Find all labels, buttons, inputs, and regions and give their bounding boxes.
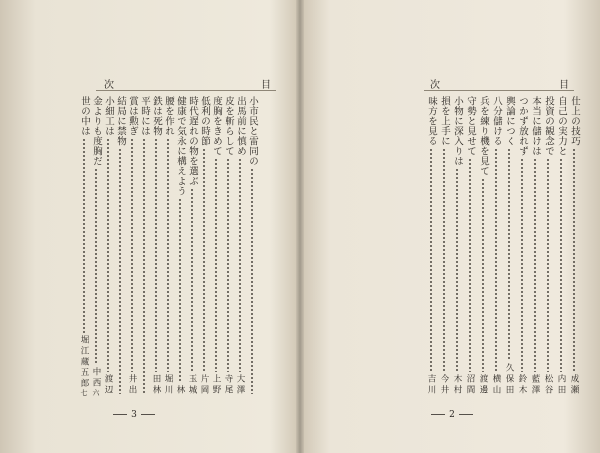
leader-dots [430, 148, 432, 372]
leader-dots [456, 168, 458, 372]
toc-page: 六 [92, 389, 100, 396]
toc-author: 鈴木 [517, 374, 527, 396]
toc-author: 中西 [91, 367, 101, 389]
toc-author: 木村 [452, 374, 462, 396]
toc-entry [198, 96, 210, 396]
leader-dots [547, 158, 549, 372]
toc-title: 仕上の技巧 [569, 96, 580, 146]
header-char: 目 [261, 80, 273, 91]
toc-entry [114, 96, 126, 396]
toc-title: 健康で気永に構えよう [175, 96, 186, 196]
toc-author: 成瀬 [569, 374, 579, 396]
book-gutter [296, 0, 304, 453]
left-page-header [96, 76, 276, 91]
toc-entry [516, 96, 528, 396]
leader-dots [482, 178, 484, 372]
toc-title: 出馬前に慎め [235, 96, 246, 156]
leader-dots [167, 138, 169, 372]
leader-dots [119, 148, 121, 394]
toc-title: 平時には [139, 96, 150, 136]
toc-title: 味方を見る [426, 96, 437, 146]
toc-entry [138, 96, 150, 396]
toc-entry [126, 96, 138, 396]
toc-author: 松谷 [543, 374, 553, 396]
toc-entry [490, 96, 502, 396]
toc-author: 林 [175, 385, 185, 396]
toc-entry [451, 96, 463, 396]
leader-dots [521, 158, 523, 372]
toc-author: 片岡 [199, 374, 209, 396]
toc-title: 小物に深入りは [452, 96, 463, 166]
toc-entry [90, 96, 102, 396]
toc-title: 結局に禁物 [115, 96, 126, 146]
toc-title: 皮を斬らして [223, 96, 234, 156]
leader-dots [83, 138, 85, 333]
leader-dots [560, 158, 562, 372]
header-char: 次 [104, 80, 116, 91]
toc-title: つかず放れず [517, 96, 528, 156]
toc-entry [234, 96, 246, 396]
toc-page: 七 [80, 389, 88, 396]
toc-title: 八分儲ける [491, 96, 502, 146]
toc-entry [438, 96, 450, 396]
toc-author: 久保田 [504, 363, 514, 396]
toc-title: 本当に儲けは [530, 96, 541, 156]
leader-dots [469, 158, 471, 372]
leader-dots [239, 158, 241, 372]
toc-entry [503, 96, 515, 396]
toc-author: 渡邊 [478, 374, 488, 396]
header-char: 次 [430, 80, 442, 91]
toc-title: 低利の時節 [199, 96, 210, 146]
leader-dots [179, 198, 181, 383]
toc-title: 輿論につく [504, 96, 515, 146]
toc-author: 沼間 [465, 374, 475, 396]
toc-author: 渡辺 [103, 374, 113, 396]
toc-author: 内田 [556, 374, 566, 396]
toc-title: 金よりも度胸だ [91, 96, 102, 166]
leader-dots [443, 148, 445, 372]
toc-author: 吉川 [426, 374, 436, 396]
toc-title: 投資の観念で [543, 96, 554, 156]
leader-dots [107, 138, 109, 372]
toc-entry [150, 96, 162, 396]
toc-entry [477, 96, 489, 396]
toc-title: 度胸をきめて [211, 96, 222, 156]
toc-title: 自己の実力と [556, 96, 567, 156]
left-toc-columns [78, 96, 258, 396]
leader-dots [573, 148, 575, 372]
page-number: 2 [422, 410, 482, 420]
page-number: 3 [104, 410, 164, 420]
header-char: 目 [559, 80, 571, 91]
toc-entry [222, 96, 234, 396]
toc-title: 鉄は死物 [151, 96, 162, 136]
toc-title: 損を上手に [439, 96, 450, 146]
toc-author: 今井 [439, 374, 449, 396]
leader-dots [251, 168, 253, 394]
leader-dots [508, 148, 510, 361]
right-page [304, 0, 600, 453]
leader-dots [155, 138, 157, 372]
toc-title: 兵を練り機を見て [478, 96, 489, 176]
toc-author: 大澤 [235, 374, 245, 396]
right-toc-columns [425, 96, 580, 396]
leader-dots [534, 158, 536, 372]
left-page [0, 0, 296, 453]
toc-author: 寺尾 [223, 374, 233, 396]
toc-entry [529, 96, 541, 396]
toc-entry [78, 96, 90, 396]
toc-title: 世の中は [79, 96, 90, 136]
toc-entry [162, 96, 174, 396]
toc-author: 玉城 [187, 374, 197, 396]
leader-dots [143, 138, 145, 394]
toc-title: 小市民と雷同の [247, 96, 258, 166]
toc-title: 守勢と見せて [465, 96, 476, 156]
toc-entry [246, 96, 258, 396]
toc-author: 井出 [127, 374, 137, 396]
leader-dots [227, 158, 229, 372]
toc-entry [542, 96, 554, 396]
toc-entry [555, 96, 567, 396]
toc-entry [210, 96, 222, 396]
toc-entry [174, 96, 186, 396]
toc-title: 賞は勲ぎ [127, 96, 138, 136]
toc-entry [425, 96, 437, 396]
toc-entry [568, 96, 580, 396]
toc-entry [464, 96, 476, 396]
toc-author: 堀江蔵五郎 [79, 334, 89, 389]
toc-author: 堀川 [163, 374, 173, 396]
toc-author: 横山 [491, 374, 501, 396]
leader-dots [95, 168, 97, 365]
toc-title: 時代遅れの物を選ぶ [187, 96, 198, 186]
toc-author: 上野 [211, 374, 221, 396]
leader-dots [203, 148, 205, 372]
leader-dots [495, 148, 497, 372]
toc-author: 田林 [151, 374, 161, 396]
toc-entry [102, 96, 114, 396]
leader-dots [131, 138, 133, 372]
toc-entry [186, 96, 198, 396]
toc-title: 小細工は [103, 96, 114, 136]
toc-title: 腰を作れ [163, 96, 174, 136]
leader-dots [215, 158, 217, 372]
right-page-header [424, 76, 574, 91]
leader-dots [191, 188, 193, 372]
toc-author: 藍澤 [530, 374, 540, 396]
